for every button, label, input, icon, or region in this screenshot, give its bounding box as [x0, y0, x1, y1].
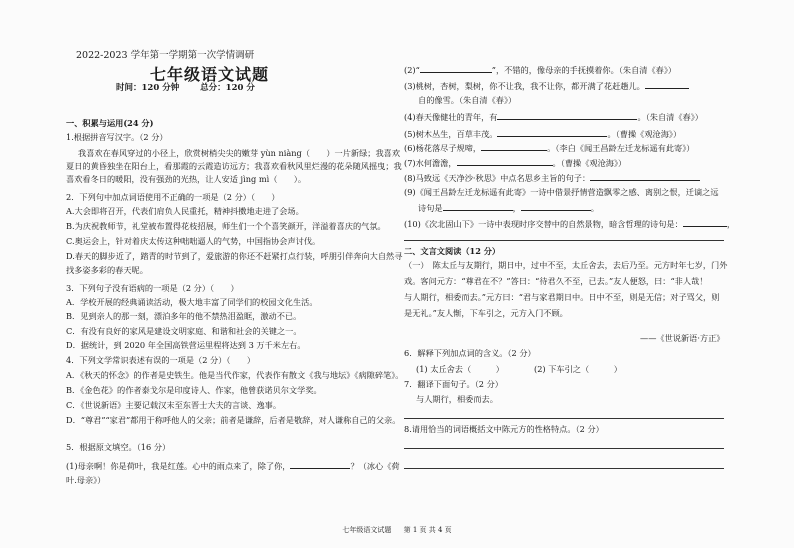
- q2-title: 2．下列句中加点词语使用不正确的一项是（2 分）（ ）: [66, 192, 280, 202]
- q2-option-b: B.为庆祝教师节，礼堂被布置得花枝招展，师生们一个个喜笑颜开，洋溢着喜庆的气氛。: [66, 221, 386, 231]
- q3-option-d: D．据统计，到 2020 年全国高铁营运里程将达到 3 万千米左右。: [66, 340, 306, 350]
- passage-text: 戏。客问元方：“尊君在不？”答曰：“待君久不至，已去。”友人便怒，曰：“非人哉！: [404, 276, 708, 286]
- fill-item-2: [404, 64, 676, 75]
- fill-item-3: [404, 80, 689, 91]
- fill-item-3: 自的像雪。（朱自清《春》）: [418, 95, 517, 105]
- fill-item-10: (10)《次北固山下》一诗中表现时序交替中的自然景物，暗含哲理的诗句是： ，: [404, 219, 736, 229]
- q1-text: 夏日的黄昏独坐在阳台上，看那霞的云霞造访远方；我喜欢看秋风里烂漫的花朵随风摇曳；我: [66, 161, 402, 171]
- passage-text: 与人期行，相委而去。”元方曰：“君与家君期日中。日中不至，则是无信；对子骂父，则: [404, 292, 720, 302]
- fill-item-7-source: 。（曹操《观沧海》）: [552, 158, 627, 168]
- q6-item-2: (2) 下车引之（ ）: [534, 364, 622, 374]
- answer-blank[interactable]: [497, 111, 637, 120]
- footer-title: 七年级语文试题: [342, 526, 392, 534]
- q7-item-1: 与人期行，相委而去。: [416, 394, 498, 404]
- fill-item-7: [404, 157, 626, 168]
- fill-item-9: (9)《闻王昌龄左迁龙标遥有此寄》一诗中借景抒情营造飘零之感、离别之恨，迁谪之远: [404, 187, 719, 197]
- q4-option-d: D．“尊君”“家君”都用于称呼他人的父亲；前者是谦辞，后者是敬辞，对人谦称自己的父亲。: [66, 415, 401, 425]
- q7-title: 7．翻译下面句子。（2 分）: [404, 379, 503, 389]
- q2-option-a: A.大会即将召开，代表们肩负人民重托，精神抖擞地走进了会场。: [66, 206, 304, 216]
- term-heading: 2022-2023 学年第一学期第一次学情调研: [76, 50, 255, 61]
- answer-line[interactable]: [404, 448, 724, 449]
- q3-option-b: B．见到亲人的那一刻，漂泊多年的他不禁热泪盈眶，激动不已。: [66, 311, 302, 321]
- q4-title: 4．下列文学常识表述有误的一项是（2 分）（ ）: [66, 355, 256, 365]
- answer-line[interactable]: [404, 240, 724, 241]
- q5-title: 5．根据原文填空。（16 分）: [66, 442, 171, 452]
- answer-blank[interactable]: [497, 128, 607, 137]
- fill-item-4-source: 。（朱自清《春》）: [637, 112, 703, 122]
- fill-item-6: [404, 142, 694, 153]
- section-1-heading: 一、积累与运用(24 分): [66, 118, 154, 128]
- q3-title: 3．下列句子没有语病的一项是（2 分）（ ）: [66, 283, 239, 293]
- q3-option-a: A．学校开展的经典诵读活动，极大地丰富了同学们的校园文化生活。: [66, 297, 318, 307]
- q1-text: 我喜欢在春风穿过的小径上，欣赏树梢尖尖的嫩芽 yùn niàng（ ）一片新绿；我喜欢: [78, 148, 401, 158]
- passage-text: 是无礼。”友人惭，下车引之，元方入门不顾。: [404, 308, 568, 318]
- passage-text: （一） 陈太丘与友期行，期日中，过中不至，太丘舍去，去后乃至。元方时年七岁，门外: [404, 260, 728, 270]
- fill-item-3-text: (3)桃树，杏树，梨树，你不让我，我不让你，都开满了花赶趟儿。: [404, 81, 645, 91]
- fill-item-2-text: ”，不错的，像母亲的手抚摸着你。（朱自清《春》）: [491, 65, 677, 75]
- fill-item-4: [404, 111, 703, 122]
- fill-item-6-text: (6)杨花落尽子规啼，: [404, 143, 482, 153]
- q8-title: 8.请用恰当的词语概括文中陈元方的性格特点。（2 分）: [404, 424, 604, 434]
- answer-blank[interactable]: [521, 202, 591, 211]
- fill-item-5: [404, 128, 681, 139]
- fill-item-2-number: (2)“: [404, 65, 420, 75]
- answer-blank[interactable]: [645, 80, 689, 89]
- q5-item-1-text: (1)母亲啊！你是荷叶，我是红莲。心中的雨点来了，除了你，: [66, 461, 291, 471]
- answer-blank[interactable]: [443, 202, 513, 211]
- answer-blank[interactable]: [590, 172, 700, 181]
- exam-score: 总分：120 分: [200, 83, 255, 93]
- fill-item-10-text: (10)《次北固山下》一诗中表现时序交替中的自然景物，暗含哲理的诗句是：: [404, 219, 683, 229]
- q2-option-d: 找多姿多彩的春天呢。: [66, 265, 148, 275]
- answer-blank[interactable]: [457, 157, 553, 166]
- fill-item-6-source: 。（李白《闻王昌龄左迁龙标遥有此寄》）: [547, 143, 695, 153]
- fill-item-8: [404, 172, 700, 183]
- answer-blank[interactable]: [290, 460, 350, 469]
- fill-item-8-text: (8)马致远《天净沙·秋思》中点名思乡主旨的句子：: [404, 173, 591, 183]
- q5-item-1-source: 叶.母亲》）: [66, 475, 106, 485]
- q6-item-1: (1) 太丘舍去（ ）: [416, 364, 504, 374]
- exam-time: 时间：120 分钟: [116, 83, 180, 93]
- q6-title: 6．解释下列加点词的含义。（2 分）: [404, 348, 536, 358]
- answer-line[interactable]: [404, 468, 724, 469]
- q4-option-a: A．《秋天的怀念》的作者是史铁生。他是当代作家，代表作有散文《我与地坛》《病隙碎笔》。: [66, 370, 404, 380]
- fill-item-9: 诗句是 ， 。: [418, 203, 599, 213]
- fill-item-4-text: (4)春天像健壮的青年，有: [404, 112, 498, 122]
- q4-option-b: B．《金色花》的作者泰戈尔是印度诗人、作家，他曾获诺贝尔文学奖。: [66, 385, 322, 395]
- q4-option-c: C．《世说新语》主要记载汉末至东晋士大夫的言谈、逸事。: [66, 400, 282, 410]
- q2-option-c: C.奥运会上，针对着庆太传这种咄咄逼人的气势，中国指协会声讨伐。: [66, 236, 321, 246]
- exam-meta: [116, 81, 273, 93]
- passage-source: ——《世说新语·方正》: [640, 333, 725, 343]
- fill-item-9-text: 诗句是: [418, 203, 443, 213]
- page-footer: [0, 525, 794, 535]
- fill-item-5-source: 。（曹操《观沧海》）: [607, 129, 682, 139]
- answer-blank[interactable]: [683, 218, 727, 227]
- q3-option-c: C．有没有良好的家风是建设文明家庭、和谐和社会的关键之一。: [66, 326, 302, 336]
- answer-line[interactable]: [404, 418, 724, 419]
- q2-option-d: D.春天的脚步近了，踏青的时节到了，爱旅游的你还不赶紧打点行装，呼朋引伴奔向大自然寻: [66, 251, 403, 261]
- answer-blank[interactable]: [420, 64, 492, 73]
- q5-item-1-source: ？（冰心《荷: [350, 461, 400, 471]
- q1-text: 喜欢看冬日的暖阳，没有强劲的光热，让人安适 jìng mì（ ）。: [66, 174, 307, 184]
- q1-title: 1.根据拼音写汉字。（2 分）: [66, 132, 168, 142]
- q5-item-1: [66, 460, 400, 471]
- fill-item-7-text: (7)水何澹澹，: [404, 158, 457, 168]
- page-title: 七年级语文试题: [150, 65, 270, 84]
- answer-blank[interactable]: [481, 142, 547, 151]
- fill-item-5-text: (5)树木丛生，百草丰茂。: [404, 129, 498, 139]
- footer-page-number: 第 1 页 共 4 页: [403, 526, 452, 534]
- section-2-heading: 二、文言文阅读（12 分）: [404, 246, 501, 256]
